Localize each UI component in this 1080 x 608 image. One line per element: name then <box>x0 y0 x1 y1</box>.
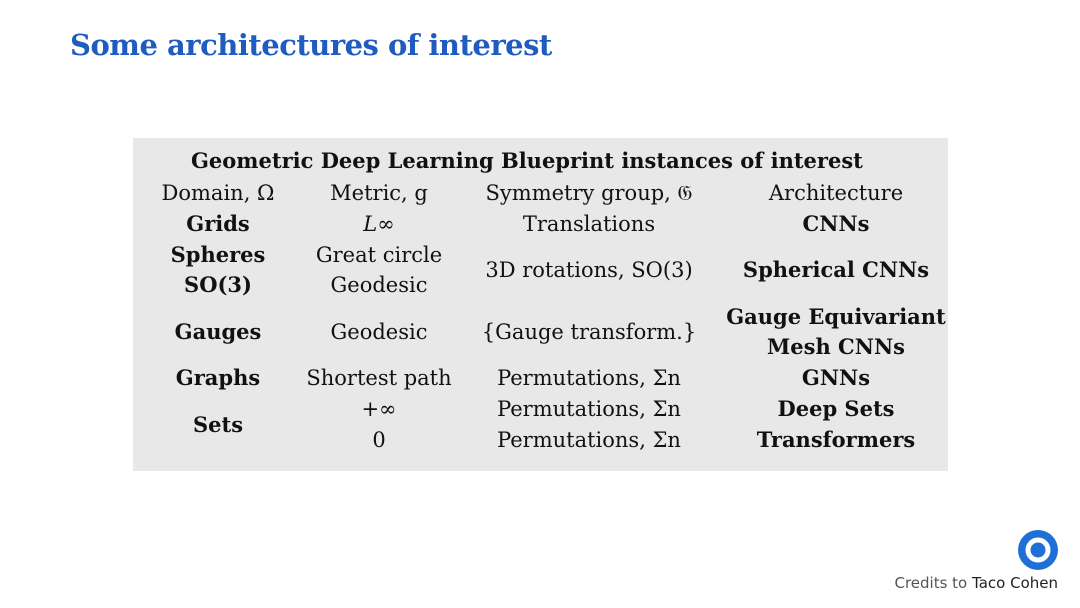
row-graphs-architecture: GNNs <box>801 365 871 390</box>
row-spheres-metric-2: Geodesic <box>330 273 428 297</box>
row-sets-architecture-1: Deep Sets <box>777 396 895 421</box>
row-sets-architecture-2: Transformers <box>756 427 916 452</box>
table-title: Geometric Deep Learning Blueprint instances of interest <box>191 148 863 173</box>
row-gauges-architecture-2: Mesh CNNs <box>767 334 905 359</box>
row-grids-symmetry: Translations <box>522 212 656 236</box>
blueprint-table <box>133 138 948 471</box>
row-gauges-metric: Geodesic <box>330 320 428 344</box>
row-spheres-domain-2: SO(3) <box>184 272 252 297</box>
row-spheres-symmetry: 3D rotations, SO(3) <box>485 258 693 282</box>
credits-name: Taco Cohen <box>972 574 1058 592</box>
row-spheres-architecture: Spherical CNNs <box>742 257 930 282</box>
row-sets-metric-2: 0 <box>372 428 386 452</box>
header-domain: Domain, Ω <box>161 181 275 205</box>
ring-logo-icon <box>1018 530 1058 570</box>
header-symmetry: Symmetry group, 𝔊 <box>485 181 693 205</box>
row-sets-domain: Sets <box>192 412 244 437</box>
row-graphs-domain: Graphs <box>175 365 261 390</box>
row-gauges-domain: Gauges <box>174 319 262 344</box>
row-gauges-architecture-1: Gauge Equivariant <box>726 304 946 329</box>
row-sets-symmetry-1: Permutations, Σn <box>497 397 681 421</box>
row-spheres-domain-1: Spheres <box>170 242 266 267</box>
row-sets-symmetry-2: Permutations, Σn <box>497 428 681 452</box>
credits <box>894 574 1058 592</box>
row-grids-metric: L∞ <box>363 212 395 236</box>
row-grids-architecture: CNNs <box>802 211 870 236</box>
row-grids-domain: Grids <box>186 211 250 236</box>
row-gauges-symmetry: {Gauge transform.} <box>481 320 697 344</box>
row-graphs-symmetry: Permutations, Σn <box>497 366 681 390</box>
header-architecture: Architecture <box>768 181 904 205</box>
row-graphs-metric: Shortest path <box>306 366 452 390</box>
row-spheres-metric-1: Great circle <box>315 243 443 267</box>
row-sets-metric-1: +∞ <box>361 397 397 421</box>
slide-title: Some architectures of interest <box>70 28 552 62</box>
header-metric: Metric, g <box>330 181 428 205</box>
credits-prefix: Credits to <box>894 574 968 592</box>
